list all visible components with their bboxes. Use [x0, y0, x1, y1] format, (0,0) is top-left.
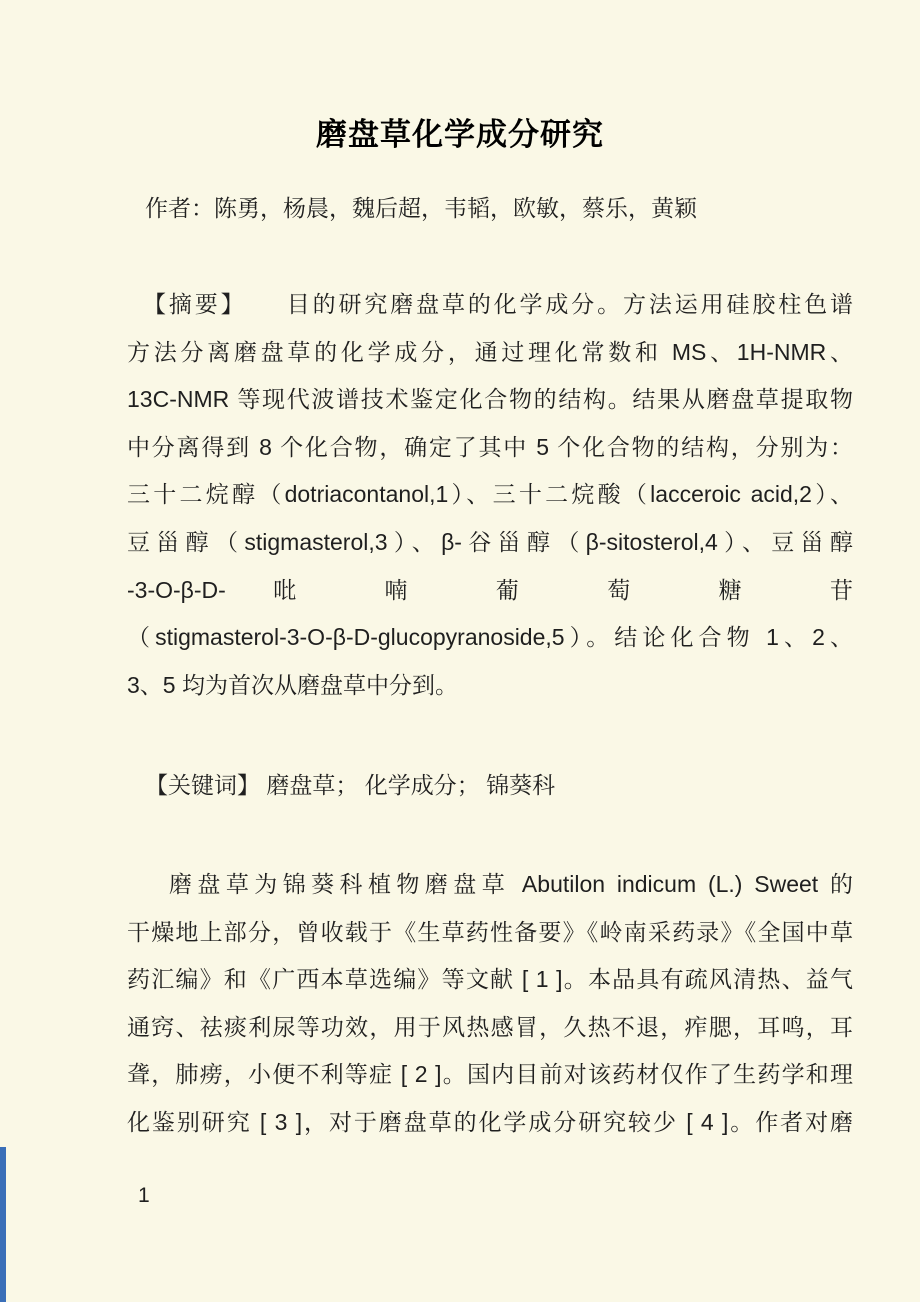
text-line: （stigmasterol-3-O-β-D-glucopyranoside,5）。结论化合物 1、2、: [127, 624, 853, 651]
authors-line: 作者：陈勇，杨晨，魏后超，韦韬，欧敏，蔡乐，黄颖: [145, 195, 697, 221]
text-line: 13C-NMR 等现代波谱技术鉴定化合物的结构。结果从磨盘草提取物: [127, 386, 853, 413]
text-line: 3、5 均为首次从磨盘草中分到。: [127, 671, 458, 698]
abstract-paragraph: [127, 281, 853, 709]
keywords-line: 【关键词】 磨盘草； 化学成分； 锦葵科: [145, 772, 556, 798]
text-line: 方法分离磨盘草的化学成分，通过理化常数和 MS、1H-NMR、: [127, 338, 853, 365]
text-line: 干燥地上部分，曾收载于《生草药性备要》《岭南采药录》《全国中草: [127, 918, 853, 945]
text-line: 中分离得到 8 个化合物，确定了其中 5 个化合物的结构，分别为：: [127, 433, 853, 460]
document-title: 磨盘草化学成分研究: [316, 117, 604, 152]
text-line: 化鉴别研究 [ 3 ]，对于磨盘草的化学成分研究较少 [ 4 ]。作者对磨: [127, 1108, 853, 1135]
page-edge-strip: [0, 1147, 6, 1302]
text-line: 磨盘草为锦葵科植物磨盘草 Abutilon indicum (L.) Sweet 的: [169, 871, 853, 897]
text-line: 药汇编》和《广西本草选编》等文献 [ 1 ]。本品具有疏风清热、益气: [127, 966, 853, 993]
text-line: -3-O-β-D- 吡 喃 葡 萄 糖 苷: [127, 576, 853, 603]
text-line: 豆甾醇（stigmasterol,3）、β-谷甾醇（β-sitosterol,4）、豆甾醇: [127, 528, 853, 555]
text-line: 【摘要】 目的研究磨盘草的化学成分。方法运用硅胶柱色谱: [143, 291, 853, 317]
text-line: 聋，肺痨，小便不利等症 [ 2 ]。国内目前对该药材仅作了生药学和理: [127, 1061, 853, 1088]
page-number: 1: [138, 1184, 150, 1207]
text-line: 三十二烷醇（dotriacontanol,1）、三十二烷酸（lacceroic acid,2）、: [127, 481, 853, 508]
intro-paragraph: [127, 861, 853, 1147]
text-line: 通窍、祛痰利尿等功效，用于风热感冒，久热不退，痄腮，耳鸣，耳: [127, 1013, 853, 1040]
